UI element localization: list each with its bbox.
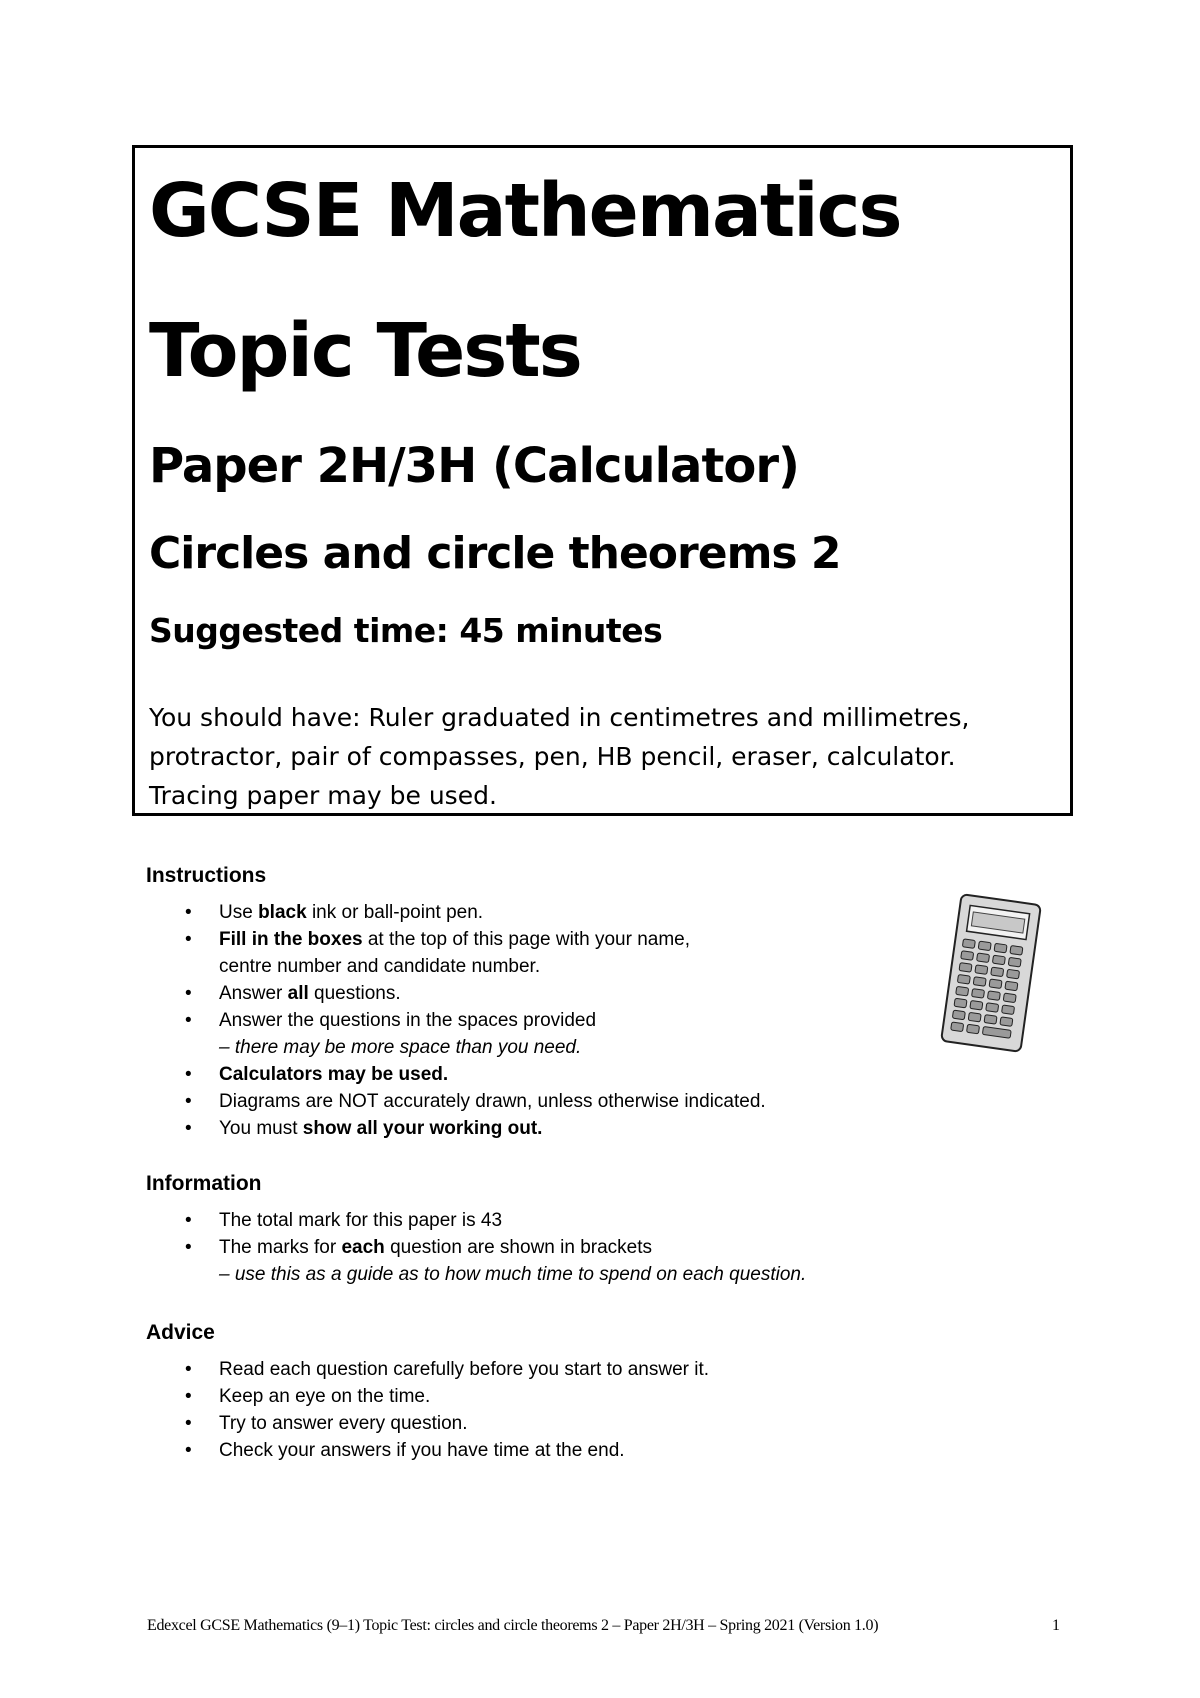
equipment-line: protractor, pair of compasses, pen, HB pencil, eraser, calculator. (149, 742, 956, 771)
title-line-1: GCSE Mathematics (149, 168, 901, 254)
page-number: 1 (1052, 1617, 1060, 1634)
instructions-list (146, 899, 766, 1142)
title-line-2: Topic Tests (149, 308, 581, 394)
list-item: • Answer the questions in the spaces provided – there may be more space than you need. (146, 1007, 766, 1061)
list-item: • Read each question carefully before you start to answer it. (146, 1356, 709, 1383)
advice-section (146, 1321, 709, 1464)
equipment-text (149, 698, 1059, 815)
equipment-line: You should have: Ruler graduated in centimetres and millimetres, (149, 703, 970, 732)
title-box (132, 145, 1073, 816)
list-item: • The total mark for this paper is 43 (146, 1207, 806, 1234)
list-item: • The marks for each question are shown in brackets – use this as a guide as to how much time to spend on each question. (146, 1234, 806, 1288)
footer-text: Edexcel GCSE Mathematics (9–1) Topic Test: circles and circle theorems 2 – Paper 2H/3H – Spring 2021 (Version 1.0) (147, 1617, 879, 1634)
topic-title: Circles and circle theorems 2 (149, 528, 841, 579)
list-item: • Calculators may be used. (146, 1061, 766, 1088)
list-item: • Diagrams are NOT accurately drawn, unless otherwise indicated. (146, 1088, 766, 1115)
list-item: • Keep an eye on the time. (146, 1383, 709, 1410)
calculator-icon (935, 893, 1047, 1053)
list-item: • You must show all your working out. (146, 1115, 766, 1142)
paper-title: Paper 2H/3H (Calculator) (149, 438, 799, 494)
instructions-section (146, 864, 766, 1142)
list-item: • Use black ink or ball-point pen. (146, 899, 766, 926)
suggested-time: Suggested time: 45 minutes (149, 611, 663, 650)
list-item: • Answer all questions. (146, 980, 766, 1007)
list-item: • Fill in the boxes at the top of this page with your name, centre number and candidate number. (146, 926, 766, 980)
information-section (146, 1172, 806, 1288)
advice-heading: Advice (146, 1321, 215, 1344)
equipment-line: Tracing paper may be used. (149, 781, 497, 810)
information-heading: Information (146, 1172, 262, 1195)
advice-list (146, 1356, 709, 1464)
list-item: • Try to answer every question. (146, 1410, 709, 1437)
list-item: • Check your answers if you have time at the end. (146, 1437, 709, 1464)
instructions-heading: Instructions (146, 864, 267, 887)
information-list (146, 1207, 806, 1288)
